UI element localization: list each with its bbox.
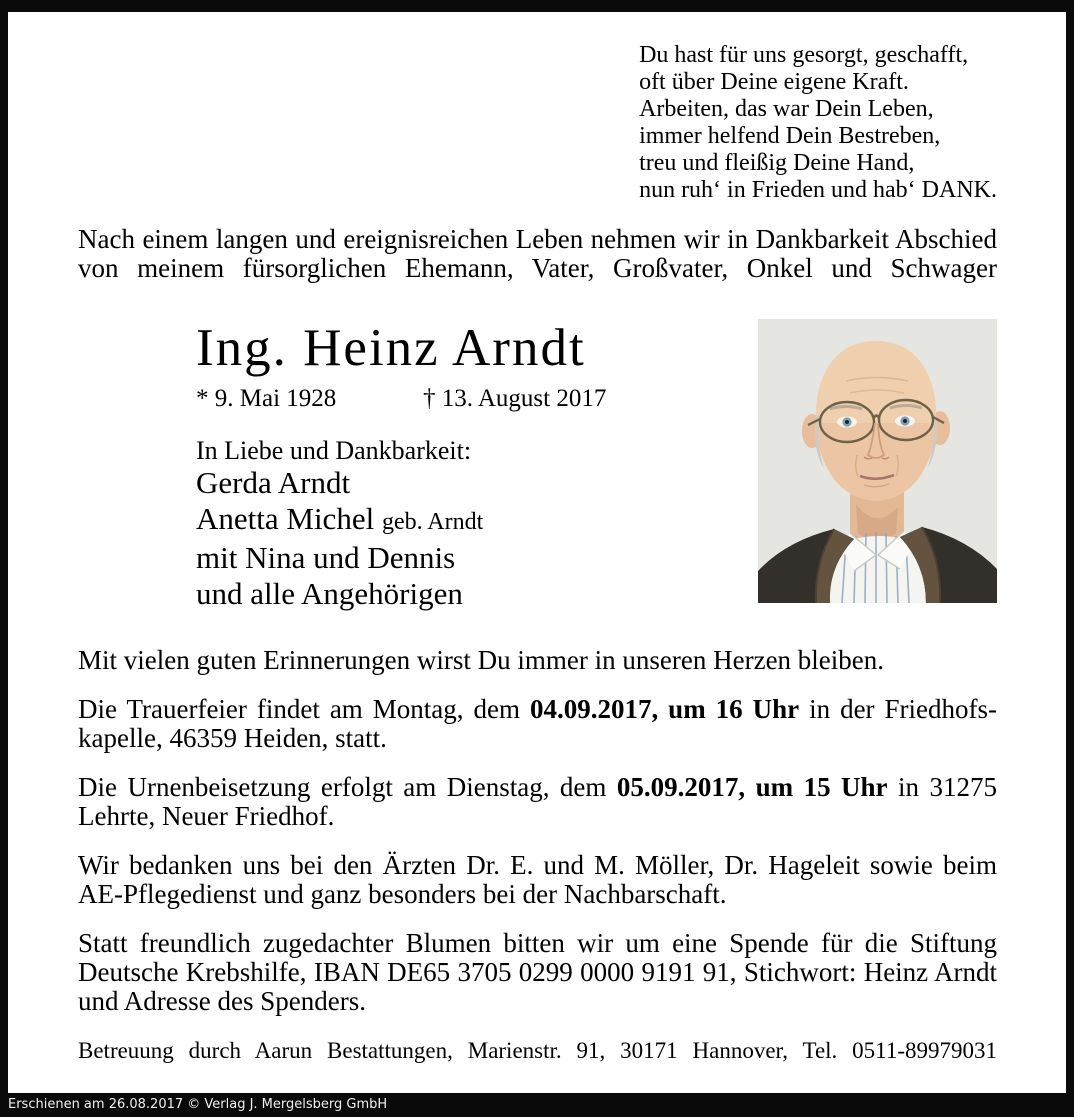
poem-line: treu und fleißig Deine Hand, [639,150,915,176]
death-date: † 13. August 2017 [423,385,607,412]
publication-note: Erschienen am 26.08.2017 © Verlag J. Mergelsberg GmbH [8,1097,388,1112]
funeral-service-datetime: 04.09.2017, um 16 Uhr [529,694,800,724]
poem-line: Du hast für uns gesorgt, geschafft, [639,42,969,68]
mourner-name: und alle Angehörigen [196,576,463,611]
publisher-footer-bar [0,1093,1074,1117]
deceased-name: Ing. Heinz Arndt [196,319,586,377]
mourners-lead: In Liebe und Dankbarkeit: [196,436,472,465]
portrait-illustration [758,319,997,603]
mourner-name-main: Anetta Michel [196,501,375,536]
mourner-maiden-name: geb. Arndt [381,509,484,535]
deceased-portrait-photo [758,319,997,603]
thanks-paragraph: Wir bedanken uns bei den Ärzten Dr. E. und M. Möller, Dr. Hageleit sowie beim AE-Pflegedienst und ganz besonders bei der Nachbarschaft. [78,850,997,909]
poem-line: nun ruh‘ in Frieden und hab‘ DANK. [639,177,997,203]
poem-line: oft über Deine eigene Kraft. [639,69,909,95]
obituary-paper [8,12,1066,1093]
funeral-service-location: in der Friedhofskapelle, 46359 Heiden, statt. [78,694,997,753]
poem-line: immer helfend Dein Bestreben, [639,123,941,149]
announcement-intro: Nach einem langen und ereignisreichen Leben nehmen wir in Dankbarkeit Abschied von meinem fürsorglichen Ehemann, Vater, Großvater, Onkel und Schwager [78,224,997,283]
urn-burial-datetime: 05.09.2017, um 15 Uhr [616,772,888,802]
mourner-name [196,501,737,540]
deceased-section [78,319,997,615]
poem-line: Arbeiten, das war Dein Leben, [639,96,934,122]
funeral-service-text: Die Trauerfeier findet am Montag, dem [78,694,530,724]
memorial-poem [639,42,997,204]
mourners-list [196,437,737,612]
mourner-name: mit Nina und Dennis [196,540,456,575]
birth-date: * 9. Mai 1928 [196,385,337,412]
remembrance-paragraph: Mit vielen guten Erinnerungen wirst Du immer in unseren Herzen bleiben. [78,645,885,675]
urn-burial-text: Die Urnenbeisetzung erfolgt am Dienstag, dem [78,772,617,802]
mourner-name: Gerda Arndt [196,465,351,500]
donation-paragraph: Statt freundlich zugedachter Blumen bitten wir um eine Spende für die Stiftung Deutsche Krebshilfe, IBAN DE65 3705 0299 0000 9191 91, Stichwort: Heinz Arndt und Adresse des Spenders. [78,928,997,1016]
urn-burial-paragraph [78,773,997,831]
funeral-service-paragraph [78,695,997,753]
urn-burial-location: in 31275 Lehrte, Neuer Friedhof. [78,772,997,831]
funeral-home-line: Betreuung durch Aarun Bestattungen, Marienstr. 91, 30171 Hannover, Tel. 0511-89979031 [78,1038,997,1063]
life-dates [196,385,737,413]
